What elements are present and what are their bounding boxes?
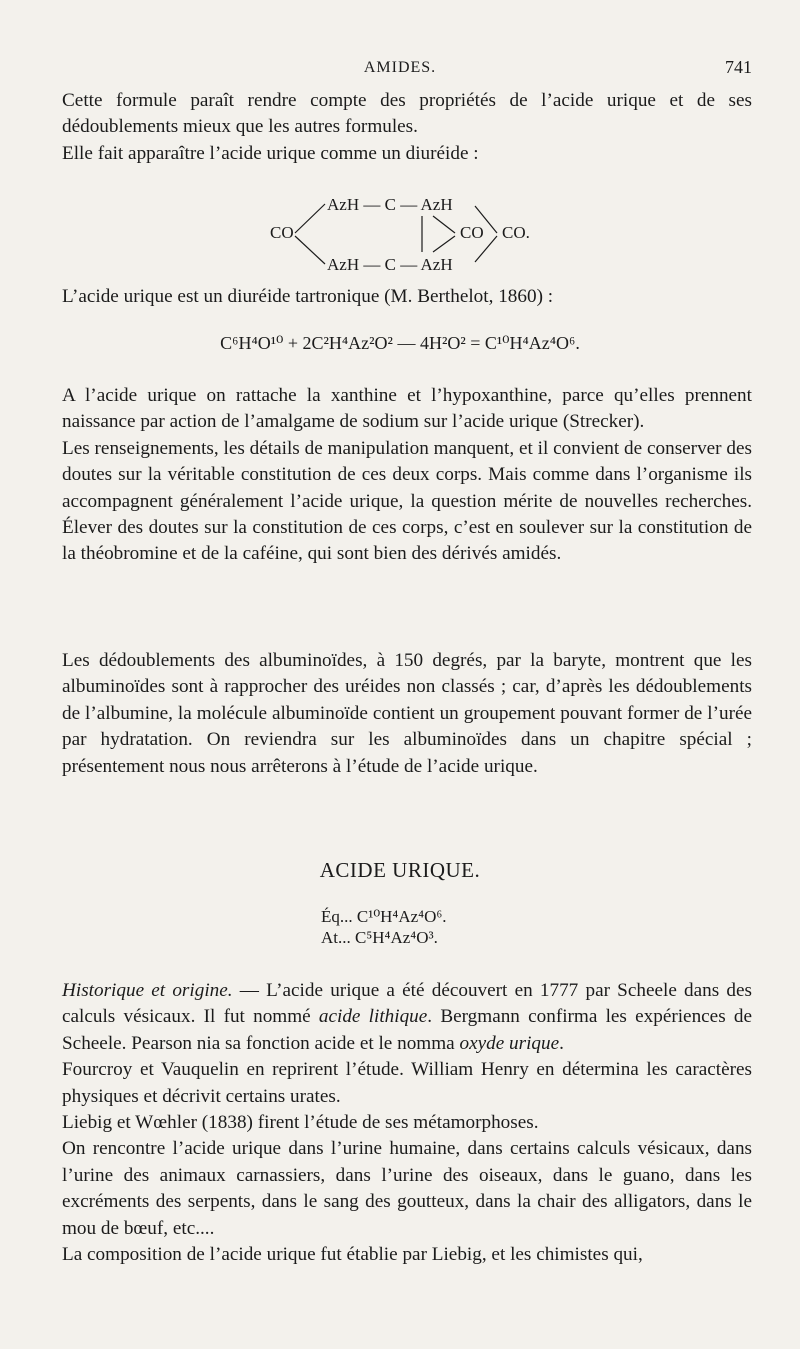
tartronic-paragraph: L’acide urique est un diuréide tartronique (M. Berthelot, 1860) : bbox=[62, 286, 554, 307]
running-header bbox=[0, 55, 800, 85]
structure-left-co: CO bbox=[270, 223, 294, 242]
section-heading: ACIDE URIQUE. bbox=[319, 858, 481, 882]
history-paragraph-1: Historique et origine. — L’acide urique a été découvert en 1777 par Scheele dans des calculs vésicaux. Il fut nommé acide lithique. Bergmann confirma les expériences de Scheele. Pearson nia sa fonction acide et le nomma oxyde urique. bbox=[62, 980, 753, 1054]
running-title: AMIDES. bbox=[363, 59, 437, 76]
uric-acid-formulas bbox=[321, 906, 447, 948]
intro-paragraph-2: Elle fait apparaître l’acide urique comme un diuréide : bbox=[62, 142, 479, 164]
term-acide-lithique: acide lithique bbox=[318, 1006, 428, 1028]
history-paragraph-5: La composition de l’acide urique fut établie par Liebig, et les chimistes qui, bbox=[62, 1244, 643, 1266]
xanthine-paragraph-2: Les renseignements, les détails de manipulation manquent, et il convient de conserver des doutes sur la véritable constitution de ces deux corps. Mais comme dans l’organisme ils accompagnent généralement l’acide urique, la question mérite de nouvelles recherches. Élever des doutes sur la constitution de ces corps, c’est en soulever sur la constitution de la théobromine et de la caféine, qui sont bien des dérivés amidés. bbox=[62, 437, 752, 565]
history-lead: Historique et origine. bbox=[62, 980, 233, 1001]
structure-top-row: AzH — C — AzH bbox=[327, 195, 453, 214]
page-number: 741 bbox=[725, 57, 752, 77]
at-label: At... bbox=[321, 928, 351, 947]
intro-block bbox=[62, 88, 752, 167]
diureide-structure-formula bbox=[0, 190, 800, 280]
albumin-block bbox=[62, 648, 752, 780]
xanthine-block bbox=[62, 383, 752, 568]
xanthine-paragraph-1: A l’acide urique on rattache la xanthine et l’hypoxanthine, parce qu’elles prennent naissance par action de l’amalgame de sodium sur l’acide urique (Strecker). bbox=[62, 385, 752, 433]
history-paragraph-4: On rencontre l’acide urique dans l’urine humaine, dans certains calculs vésicaux, dans l’urine des animaux carnassiers, dans l’urine des oiseaux, dans le guano, dans les excréments des serpents, dans le sang des goutteux, dans la chair des alligators, dans le mou de bœuf, etc.... bbox=[62, 1138, 752, 1239]
structure-bottom-row: AzH — C — AzH bbox=[327, 255, 453, 274]
intro-paragraph-1: Cette formule paraît rendre compte des propriétés de l’acide urique et de ses dédoublements mieux que les autres formules. bbox=[62, 90, 752, 138]
history-paragraph-3: Liebig et Wœhler (1838) firent l’étude de ses métamorphoses. bbox=[62, 1112, 539, 1134]
term-oxyde-urique: oxyde urique bbox=[459, 1032, 560, 1054]
tartronic-equation: C⁶H⁴O¹⁰ + 2C²H⁴Az²O² — 4H²O² = C¹⁰H⁴Az⁴O⁶. bbox=[220, 333, 580, 353]
structure-right-co: CO. bbox=[502, 223, 530, 242]
history-paragraph-2: Fourcroy et Vauquelin en reprirent l’étude. William Henry en détermina les caractères physiques et décrivit certains urates. bbox=[62, 1059, 752, 1107]
eq-formula: C¹⁰H⁴Az⁴O⁶. bbox=[356, 907, 447, 926]
eq-label: Éq... bbox=[321, 907, 353, 926]
atomic-formula-row bbox=[321, 927, 447, 948]
tartronic-block bbox=[62, 284, 752, 310]
structure-middle-co: CO bbox=[460, 223, 484, 242]
at-formula: C⁵H⁴Az⁴O³. bbox=[355, 928, 438, 947]
history-block bbox=[62, 978, 752, 1268]
albumin-paragraph: Les dédoublements des albuminoïdes, à 150 degrés, par la baryte, montrent que les albuminoïdes sont à rapprocher des uréides non classés ; car, d’après les dédoublements de l’albumine, la molécule albuminoïde contient un groupement pouvant former de l’urée par hydratation. On reviendra sur les albuminoïdes dans un chapitre spécial ; présentement nous nous arrêterons à l’étude de l’acide urique. bbox=[62, 650, 752, 777]
equivalent-formula-row bbox=[321, 906, 447, 927]
